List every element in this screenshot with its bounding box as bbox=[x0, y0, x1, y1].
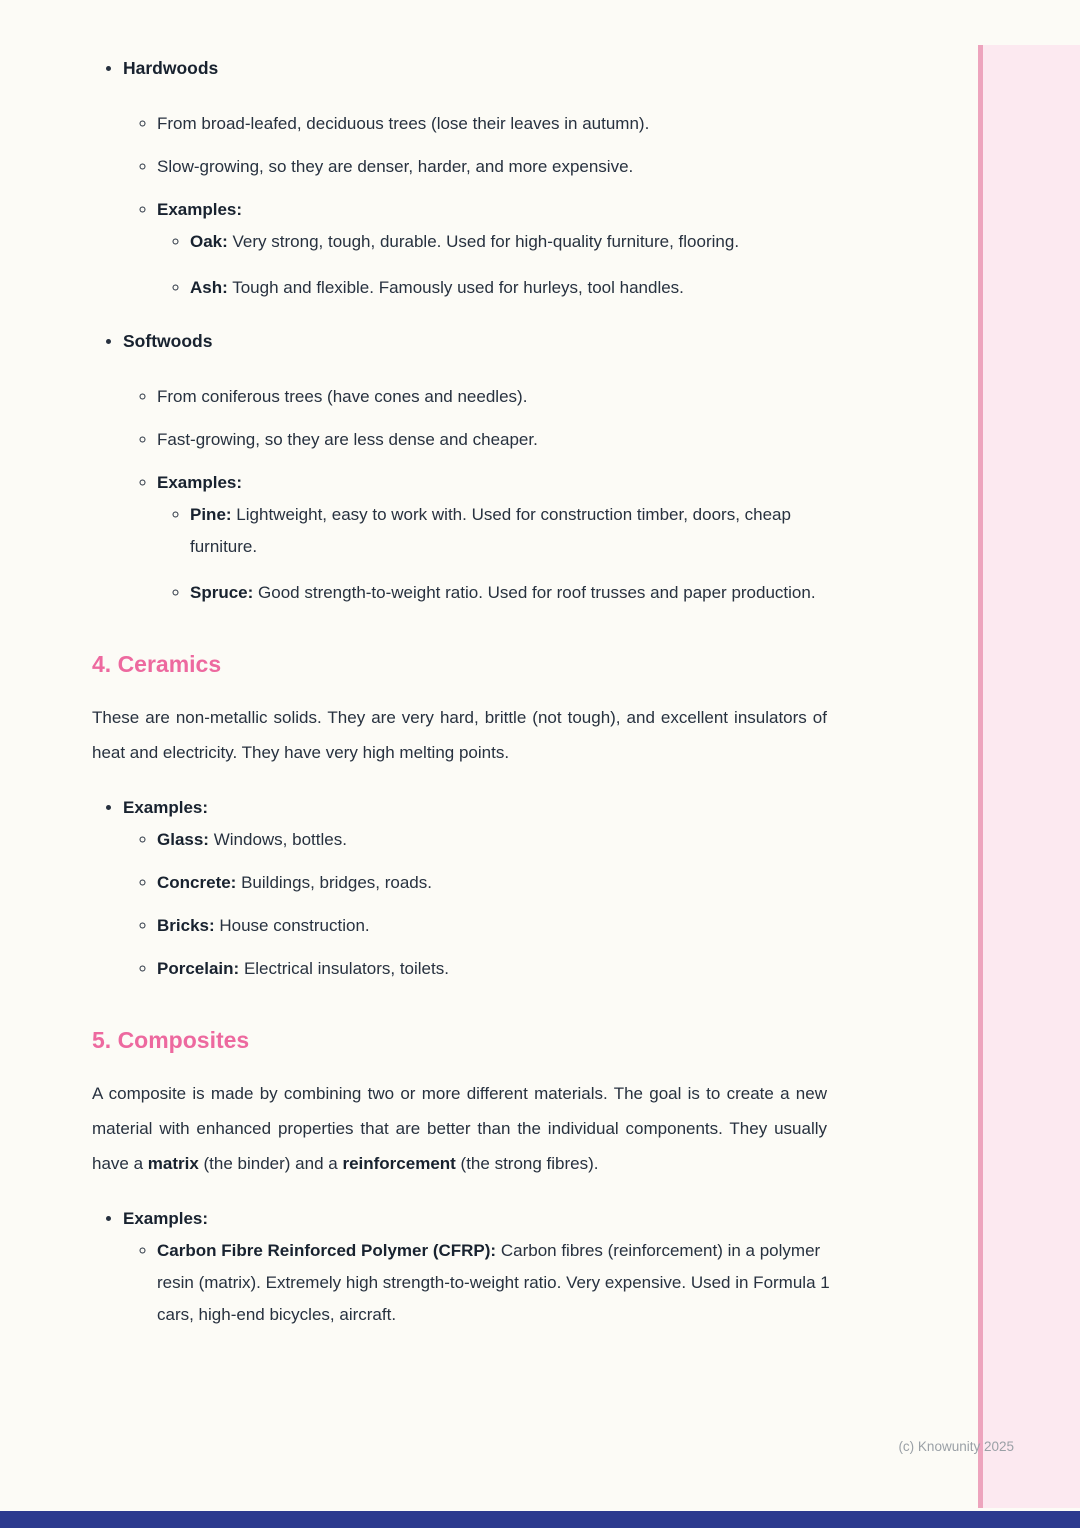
term: Spruce: bbox=[190, 583, 254, 602]
list-item-examples bbox=[157, 194, 832, 304]
definition: Carbon fibres (reinforcement) in a polymer resin (matrix). Extremely high strength-to-weight ratio. Very expensive. Used in Formula 1 cars, high-end bicycles, aircraft. bbox=[157, 1241, 830, 1324]
point-text: Slow-growing, so they are denser, harder, and more expensive. bbox=[157, 157, 634, 176]
term: Pine: bbox=[190, 505, 232, 524]
definition: Tough and flexible. Famously used for hurleys, tool handles. bbox=[232, 278, 684, 297]
wood-types-list bbox=[92, 52, 832, 609]
hardwoods-heading: Hardwoods bbox=[123, 58, 219, 78]
page-edge-stripe bbox=[978, 45, 1080, 1508]
section-heading-ceramics: 4. Ceramics bbox=[92, 651, 222, 677]
composites-intro bbox=[92, 1076, 827, 1181]
list-item bbox=[157, 151, 832, 183]
list-item bbox=[157, 381, 832, 413]
definition: Lightweight, easy to work with. Used for construction timber, doors, cheap furniture. bbox=[190, 505, 791, 556]
examples-label: Examples: bbox=[157, 473, 243, 492]
list-item bbox=[157, 108, 832, 140]
ceramics-intro: These are non-metallic solids. They are very hard, brittle (not tough), and excellent insulators of heat and electricity. They have very high melting points. bbox=[92, 708, 827, 762]
list-item-examples bbox=[123, 792, 832, 985]
softwoods-points bbox=[123, 381, 832, 609]
intro-bold-reinforcement: reinforcement bbox=[342, 1154, 456, 1173]
bottom-bar bbox=[0, 1511, 1080, 1528]
list-item bbox=[190, 499, 832, 563]
definition: House construction. bbox=[219, 916, 370, 935]
term: Concrete: bbox=[157, 873, 237, 892]
intro-text: A composite is made by combining two or more different materials. The goal is to create a new material with enhanced properties that are better than the individual components. They usually have a bbox=[92, 1084, 827, 1173]
list-item bbox=[157, 824, 832, 856]
term: Ash: bbox=[190, 278, 228, 297]
intro-text: (the binder) and a bbox=[198, 1154, 343, 1173]
hardwoods-examples bbox=[157, 226, 832, 304]
examples-label: Examples: bbox=[123, 798, 209, 817]
section-heading-composites: 5. Composites bbox=[92, 1027, 250, 1053]
point-text: From coniferous trees (have cones and needles). bbox=[157, 387, 528, 406]
intro-bold-matrix: matrix bbox=[147, 1154, 199, 1173]
list-item bbox=[190, 577, 832, 609]
examples-label: Examples: bbox=[123, 1209, 209, 1228]
composites-examples-list bbox=[92, 1203, 832, 1331]
definition: Windows, bottles. bbox=[213, 830, 347, 849]
ceramics-examples bbox=[123, 824, 832, 985]
list-item bbox=[157, 1235, 832, 1331]
list-item-examples bbox=[123, 1203, 832, 1331]
list-item bbox=[157, 910, 832, 942]
term: Glass: bbox=[157, 830, 209, 849]
list-item bbox=[190, 272, 832, 304]
softwoods-examples bbox=[157, 499, 832, 609]
list-item-hardwoods bbox=[123, 52, 832, 304]
intro-text: (the strong fibres). bbox=[455, 1154, 599, 1173]
list-item-softwoods bbox=[123, 325, 832, 609]
softwoods-heading: Softwoods bbox=[123, 331, 213, 351]
examples-label: Examples: bbox=[157, 200, 243, 219]
definition: Very strong, tough, durable. Used for high-quality furniture, flooring. bbox=[232, 232, 740, 251]
definition: Electrical insulators, toilets. bbox=[243, 959, 449, 978]
ceramics-examples-list bbox=[92, 792, 832, 985]
list-item bbox=[157, 424, 832, 456]
list-item bbox=[190, 226, 832, 258]
term: Carbon Fibre Reinforced Polymer (CFRP): bbox=[157, 1241, 497, 1260]
term: Bricks: bbox=[157, 916, 215, 935]
hardwoods-points bbox=[123, 108, 832, 304]
term: Oak: bbox=[190, 232, 228, 251]
composites-examples bbox=[123, 1235, 832, 1331]
point-text: Fast-growing, so they are less dense and cheaper. bbox=[157, 430, 538, 449]
list-item-examples bbox=[157, 467, 832, 609]
watermark: (c) Knowunity 2025 bbox=[898, 1439, 1014, 1454]
list-item bbox=[157, 953, 832, 985]
term: Porcelain: bbox=[157, 959, 240, 978]
point-text: From broad-leafed, deciduous trees (lose their leaves in autumn). bbox=[157, 114, 650, 133]
definition: Buildings, bridges, roads. bbox=[241, 873, 432, 892]
definition: Good strength-to-weight ratio. Used for roof trusses and paper production. bbox=[258, 583, 816, 602]
list-item bbox=[157, 867, 832, 899]
